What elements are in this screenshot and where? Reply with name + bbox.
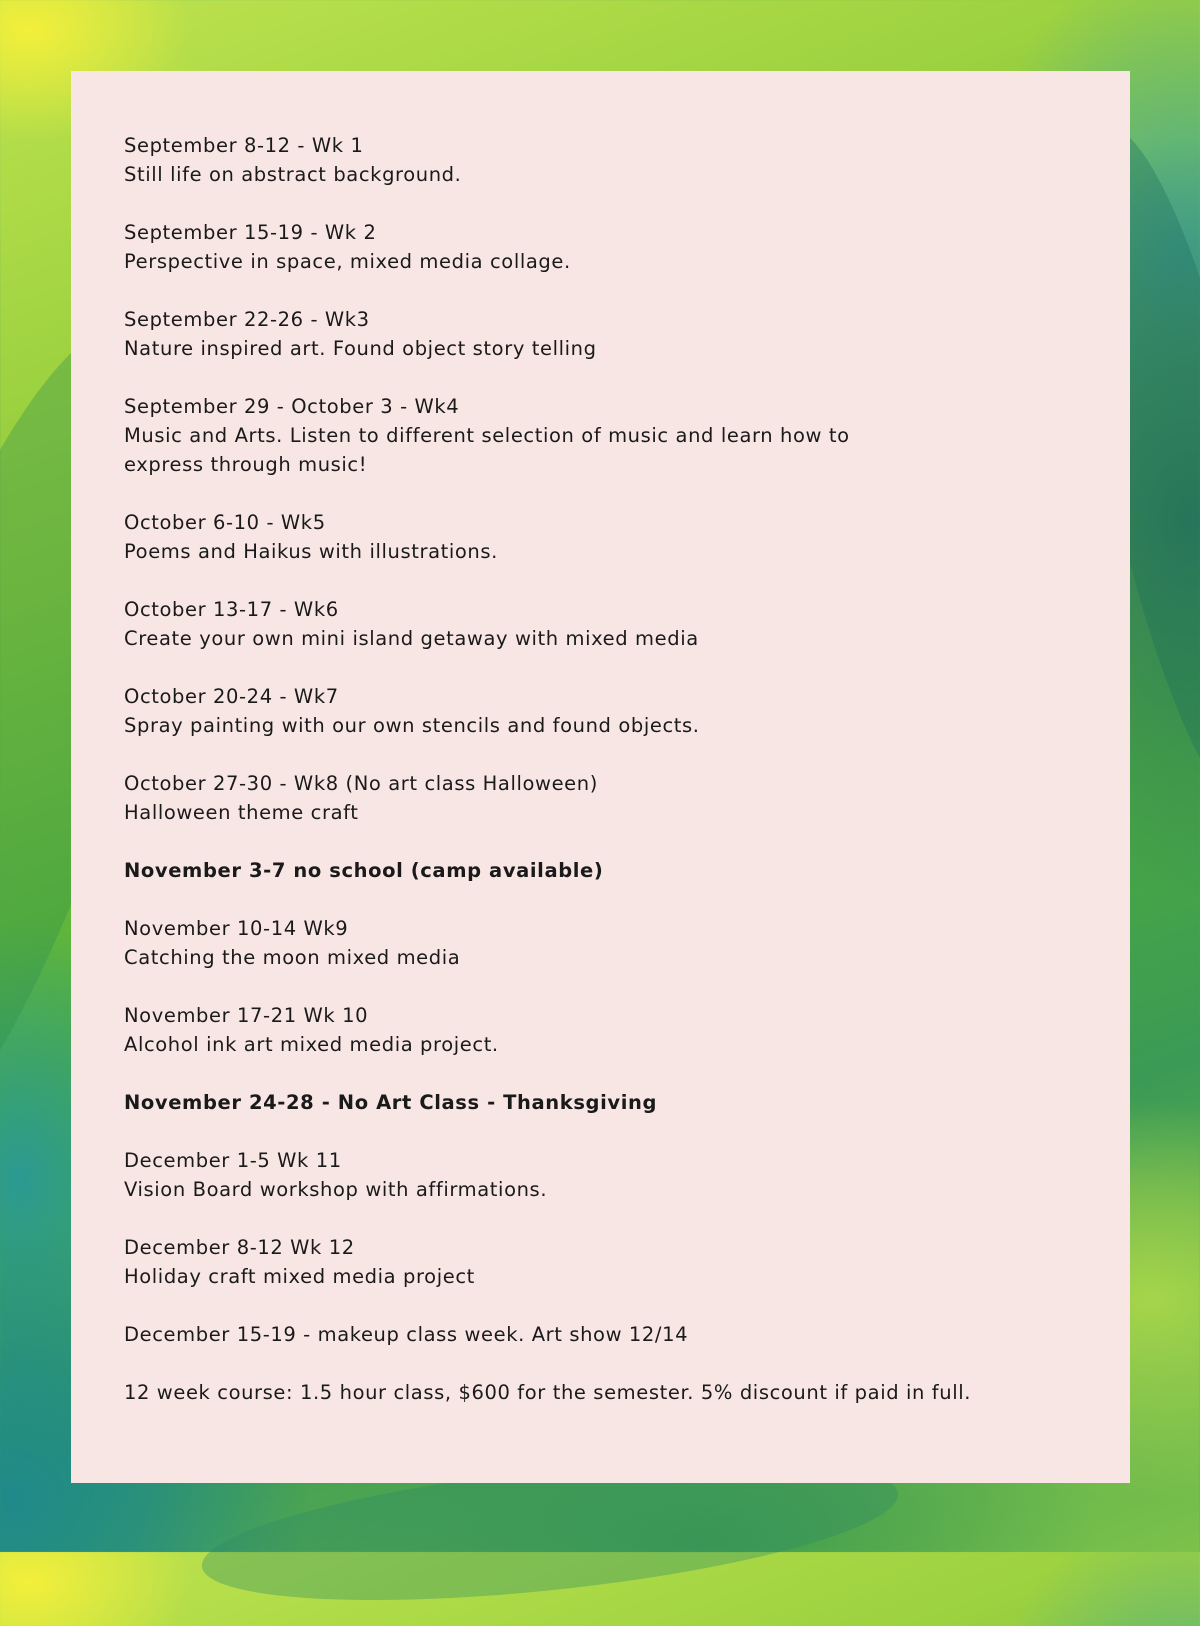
entry-heading: December 1-5 Wk 11 [124,1149,342,1172]
schedule-entry-week-9 [124,914,1104,972]
entry-description: Nature inspired art. Found object story telling [124,337,597,360]
schedule-entry-week-10 [124,1001,1104,1059]
pricing-text: 12 week course: 1.5 hour class, $600 for the semester. 5% discount if paid in full. [124,1381,972,1404]
schedule-entry-week-11 [124,1146,1104,1204]
entry-description: Alcohol ink art mixed media project. [124,1033,499,1056]
schedule-entry-week-2 [124,218,1104,276]
schedule-entry-week-7 [124,682,1104,740]
entry-heading: October 27-30 - Wk8 (No art class Halloween) [124,772,598,795]
entry-description: Vision Board workshop with affirmations. [124,1178,548,1201]
schedule-entry-week-5 [124,508,1104,566]
entry-description: Perspective in space, mixed media collage. [124,250,571,273]
entry-heading: September 8-12 - Wk 1 [124,134,364,157]
entry-description: Create your own mini island getaway with mixed media [124,627,699,650]
schedule-entry-week-8 [124,769,1104,827]
entry-heading: September 29 - October 3 - Wk4 [124,395,460,418]
entry-heading: November 17-21 Wk 10 [124,1004,369,1027]
entry-heading-notice: November 24-28 - No Art Class - Thanksgiving [124,1091,658,1114]
schedule-entry-week-3 [124,305,1104,363]
entry-heading: November 10-14 Wk9 [124,917,349,940]
entry-heading: December 15-19 - makeup class week. Art show 12/14 [124,1323,689,1346]
course-pricing-note [124,1378,1104,1407]
entry-description: Catching the moon mixed media [124,946,461,969]
schedule-list [124,131,1104,1436]
entry-heading: September 22-26 - Wk3 [124,308,370,331]
entry-description: Holiday craft mixed media project [124,1265,475,1288]
schedule-entry-thanksgiving [124,1088,1104,1117]
entry-heading: September 15-19 - Wk 2 [124,221,377,244]
schedule-entry-week-12 [124,1233,1104,1291]
entry-description: Poems and Haikus with illustrations. [124,540,498,563]
entry-heading: October 20-24 - Wk7 [124,685,339,708]
entry-heading: December 8-12 Wk 12 [124,1236,355,1259]
entry-heading-notice: November 3-7 no school (camp available) [124,859,604,882]
entry-heading: October 6-10 - Wk5 [124,511,326,534]
schedule-entry-makeup-week [124,1320,1104,1349]
entry-description: Music and Arts. Listen to different selection of music and learn how to express through music! [124,424,850,476]
schedule-card [71,71,1130,1483]
schedule-entry-no-school [124,856,1104,885]
entry-description: Still life on abstract background. [124,163,462,186]
schedule-entry-week-6 [124,595,1104,653]
schedule-entry-week-1 [124,131,1104,189]
entry-heading: October 13-17 - Wk6 [124,598,339,621]
schedule-entry-week-4 [124,392,1104,479]
entry-description: Spray painting with our own stencils and found objects. [124,714,700,737]
entry-description: Halloween theme craft [124,801,359,824]
